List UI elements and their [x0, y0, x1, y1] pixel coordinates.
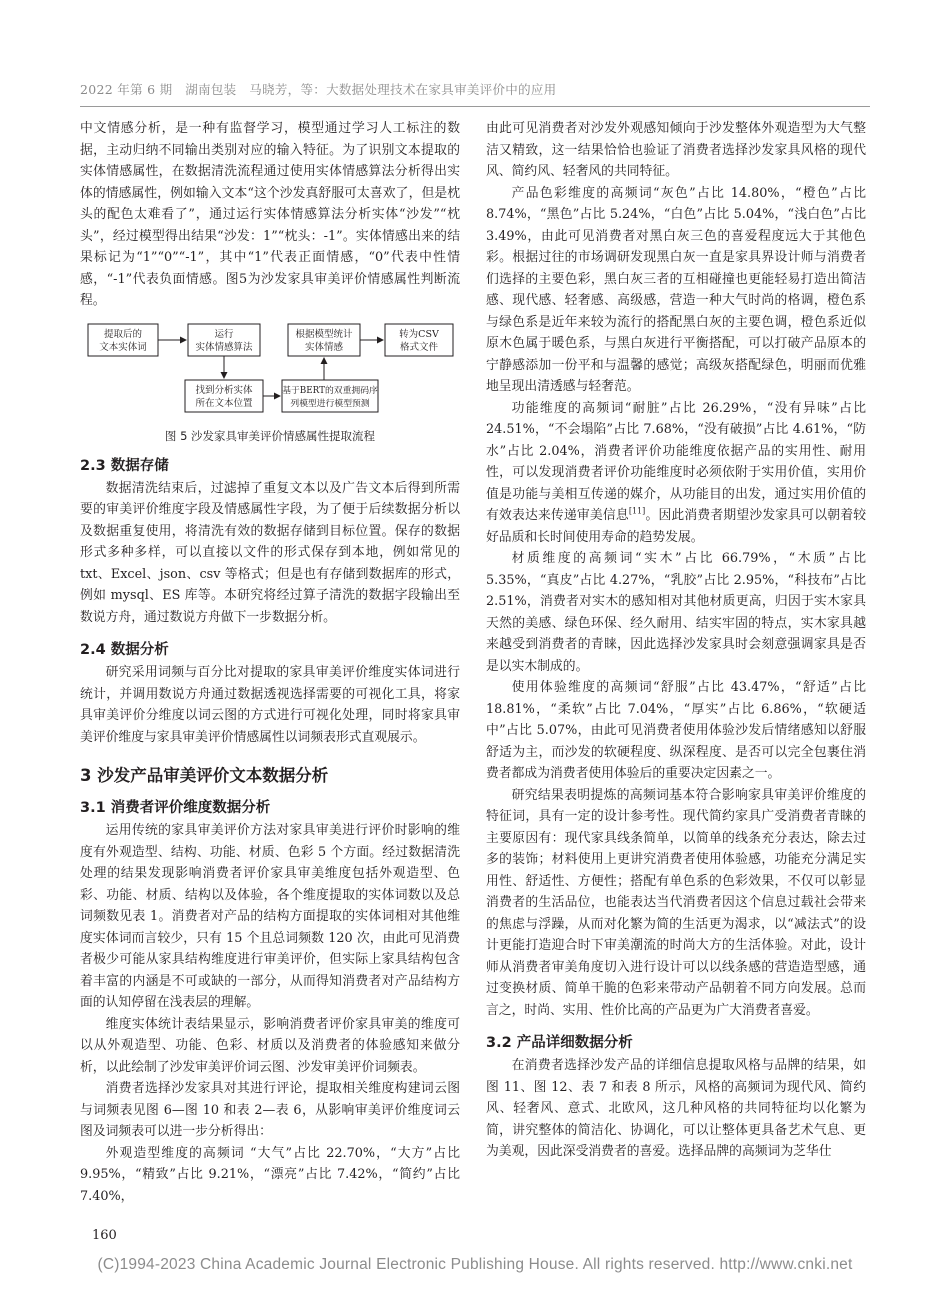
- flow-label: 运行: [214, 328, 234, 340]
- flow-label: 实体情感: [304, 341, 344, 353]
- flow-label: 基于BERT的双重拥码序: [282, 385, 378, 396]
- paragraph-function-text: 功能维度的高频词“耐脏”占比 26.29%，“没有异味”占比 24.51%，“不会塌陷”占比 7.68%，“没有破损”占比 4.61%，“防水”占比 2.04%，消费者评价功能维度依据产品的实用性、耐用性，可以发现消费者评价功能维度时必须依附于实用价值，实用价值是功能与美相互传递的媒介，从功能目的出发，通过实用价值的有效表达来传递审美信息: [486, 400, 866, 523]
- section-2-4-title: 2.4 数据分析: [80, 642, 169, 658]
- header-divider: [80, 106, 870, 107]
- section-3-title: 3 沙发产品审美评价文本数据分析: [80, 766, 329, 785]
- page-number: 160: [92, 1228, 117, 1243]
- paragraph-dimensions: 运用传统的家具审美评价方法对家具审美进行评价时影响的维度有外观造型、结构、功能、材质、色彩 5 个方面。经过数据清洗处理的结果发现影响消费者评价家具审美维度包括外观造型、色彩、功能、材质、结构以及体验，各个维度提取的实体词数以及总词频数见表 1。消费者对产品的结构方面提取的实体词相对其他维度实体词而言较少，只有 15 个且总词频数 120 次，由此可见消费者极少可能从家具结构维度进行审美评价，但实际上家具结构包含着丰富的内涵是不可或缺的一部分，从而得知消费者对产品结构方面的认知停留在浅表层的理解。: [80, 823, 460, 1010]
- paragraph-product-detail: 在消费者选择沙发产品的详细信息提取风格与品牌的结果，如图 11、图 12、表 7 和表 8 所示，风格的高频词为现代风、简约风、轻奢风、意式、北欧风，这几种风格的共同特征均以化繁为简，讲究整体的简洁化、协调化，可以让整体更具备艺术气息、更为美观，因此深受消费者的喜爱。选择品牌的高频词为芝华仕: [486, 1058, 866, 1159]
- running-header: 2022 年第 6 期 湖南包装 马晓芳，等：大数据处理技术在家具审美评价中的应用: [80, 82, 557, 97]
- paragraph-data-analysis: 研究采用词频与百分比对提取的家具审美评价维度实体词进行统计，并调用数说方舟通过数据透视选择需要的可视化工具，将家具审美评价分维度以词云图的方式进行可视化处理，同时将家具审美评价维度与家具审美评价情感属性以词频表形式直观展示。: [80, 665, 460, 745]
- citation-11: [11]: [628, 506, 646, 516]
- figure-5-caption: 图 5 沙发家具审美评价情感属性提取流程: [164, 428, 376, 443]
- paragraph-data-storage: 数据清洗结束后，过滤掉了重复文本以及广告文本后得到所需要的审美评价维度字段及情感属性字段，为了便于后续数据分析以及数据重复使用，将清洗有效的数据存储到目标位置。保存的数据形式多种多样，可以直接以文件的形式保存到本地，例如常见的 txt、Excel、json、csv 等格式；但是也有存储到数据库的形式，例如 mysql、ES 库等。本研究将经过算子清洗的数据字段输出至数说方舟，通过数说方舟做下一步数据分析。: [80, 480, 460, 625]
- paragraph-conclusion: 研究结果表明提炼的高频词基本符合影响家具审美评价维度的特征词，具有一定的设计参考性。现代简约家具广受消费者青睐的主要原因有：现代家具线条简单，以简单的线条充分表达，除去过多的装饰；材料使用上更讲究消费者使用体验感，功能充分满足实用性、舒适性、方便性；搭配有单色系的色彩效果，不仅可以彰显消费者的生活品位，也能表达当代消费者因这个信息过载社会带来的焦虑与浮躁，从而对化繁为简的生活更为渴求，以“减法式”的设计更能打造迎合时下审美潮流的时尚大方的生活体验。对此，设计师从消费者审美角度切入进行设计可以以线条感的营造造型感，通过变换材质、简单干脆的色彩来带动产品朝着不同方向发展。总而言之，时尚、实用、性价比高的产品更为广大消费者喜爱。: [486, 787, 866, 1018]
- flow-label: 提取后的: [103, 328, 143, 340]
- flow-label: 实体情感算法: [195, 341, 253, 353]
- paragraph-dimension-stats: 维度实体统计表结果显示，影响消费者评价家具审美的维度可以从外观造型、功能、色彩、材质以及消费者的体验感知来做分析，以此绘制了沙发审美评价词云图、沙发审美评价词频表。: [80, 1016, 460, 1075]
- section-3-1-title: 3.1 消费者评价维度数据分析: [80, 800, 271, 816]
- paragraph-experience: 使用体验维度的高频词“舒服”占比 43.47%，“舒适”占比 18.81%，“柔软”占比 7.04%，“厚实”占比 6.86%，“软硬适中”占比 5.07%，由此可见消费者使用体验沙发后情绪感知以舒服舒适为主，而沙发的软硬程度、纵深程度、是否可以完全包裹住消费者都成为消费者使用体验后的重要决定因素之一。: [486, 680, 866, 781]
- flow-label: 找到分析实体: [195, 384, 253, 396]
- flow-label: 文本实体词: [99, 341, 147, 353]
- paragraph-function-text-end: 。因此消费者期望沙发家具可以朝着较好品质和长时间使用寿命的趋势发展。: [486, 508, 867, 545]
- flowchart-svg: [80, 318, 460, 428]
- figure-5-flowchart: [80, 318, 460, 428]
- paragraph-sentiment-analysis: 中文情感分析，是一种有监督学习，模型通过学习人工标注的数据，主动归纳不同输出类别对应的输入特征。为了识别文本提取的实体情感属性，在数据清洗流程通过使用实体情感算法分析得出实体的情感属性，例如输入文本“这个沙发真舒服可太喜欢了，但是枕头的配色太难看了”，通过运行实体情感算法分析实体“沙发”“枕头”，经过模型得出结果“沙发：1”“枕头：-1”。实体情感出来的结果标记为“1”“0”“-1”，其中“1”代表正面情感，“0”代表中性情感，“-1”代表负面情感。图5为沙发家具审美评价情感属性判断流程。: [80, 121, 460, 308]
- left-column: [80, 118, 460, 1207]
- paragraph-function: [486, 398, 866, 549]
- flow-label: 列模型进行模型预测: [290, 398, 370, 409]
- section-3-2-title: 3.2 产品详细数据分析: [486, 1035, 633, 1051]
- flow-label: 根据模型统计: [295, 328, 353, 340]
- flow-label: 格式文件: [399, 341, 439, 353]
- paragraph-color: 产品色彩维度的高频词“灰色”占比 14.80%，“橙色”占比 8.74%，“黑色”占比 5.24%，“白色”占比 5.04%，“浅白色”占比 3.49%，由此可见消费者对黑白灰三色的喜爱程度远大于其他色彩。根据过往的市场调研发现黑白灰一直是家具界设计师与消费者们选择的主要色彩，黑白灰三者的互相碰撞也更能轻易打造出简洁感、现代感、轻奢感、高级感，营造一种大气时尚的格调，橙色系与绿色系是近年来较为流行的搭配黑白灰的主要色调，橙色系近似原木色属于暖色系，与黑白灰进行平衡搭配，可以打破产品原本的宁静感添加一份平和与温馨的感觉；高级灰搭配绿色，明丽而优雅地呈现出清透感与轻奢范。: [486, 185, 866, 394]
- paragraph-appearance: 外观造型维度的高频词 “大气”占比 22.70%，“大方”占比 9.95%，“精致”占比 9.21%，“漂亮”占比 7.42%，“简约”占比 7.40%，: [80, 1145, 460, 1204]
- paragraph-word-cloud: 消费者选择沙发家具对其进行评论，提取相关维度构建词云图与词频表见图 6—图 10 和表 2—表 6，从影响审美评价维度词云图及词频表可以进一步分析得出：: [80, 1081, 460, 1139]
- paragraph-material: 材质维度的高频词“实木”占比 66.79%，“木质”占比 5.35%，“真皮”占比 4.27%，“乳胶”占比 2.95%，“科技布”占比 2.51%，消费者对实木的感知相对其他材质更高，归因于实木家具天然的美感、绿色环保、经久耐用、结实牢固的特点，实木家具越来越受到消费者的青睐，因此选择沙发家具时会刻意强调家具是否是以实木制成的。: [486, 551, 866, 674]
- right-column: [486, 118, 866, 1163]
- copyright-footer: (C)1994-2023 China Academic Journal Electronic Publishing House. All rights reserved. http://www.cnki.net: [97, 1256, 853, 1273]
- paragraph-appearance-cont: 由此可见消费者对沙发外观感知倾向于沙发整体外观造型为大气整洁又精致，这一结果恰恰也验证了消费者选择沙发家具风格的现代风、简约风、轻奢风的共同特征。: [486, 121, 866, 179]
- section-2-3-title: 2.3 数据存储: [80, 457, 169, 474]
- flow-label: 转为CSV: [399, 328, 439, 340]
- flow-label: 所在文本位置: [195, 397, 253, 409]
